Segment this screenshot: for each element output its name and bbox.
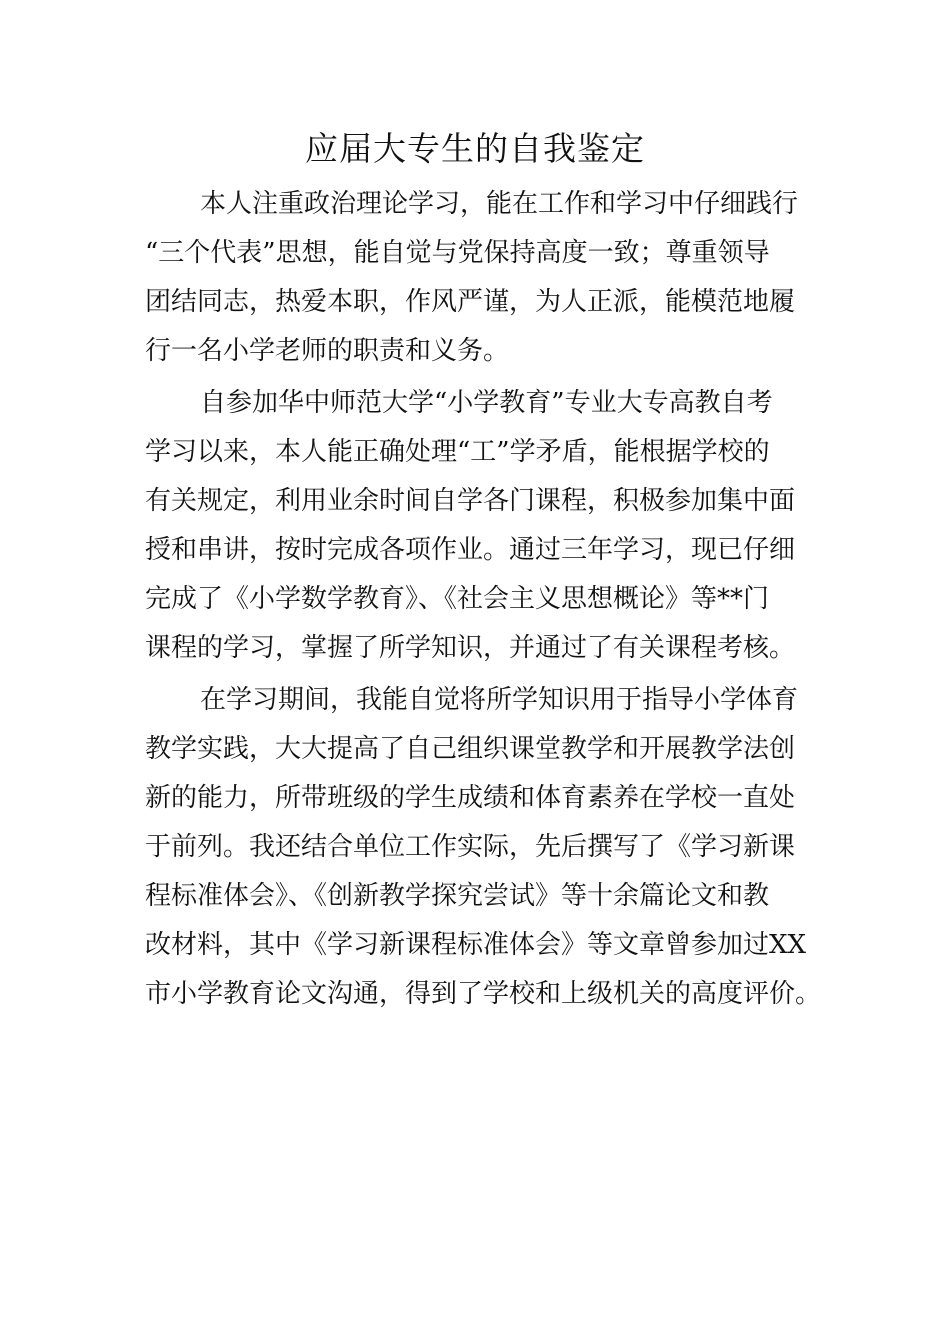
- paragraph-3: [145, 676, 822, 1019]
- paragraph-line: 自参加华中师范大学“小学教育”专业大专高教自考: [200, 388, 773, 418]
- paragraph-line: 改材料，其中《学习新课程标准体会》等文章曾参加过XX: [145, 930, 807, 960]
- document-body: [145, 180, 822, 1019]
- paragraph-line: 新的能力，所带班级的学生成绩和体育素养在学校一直处: [145, 783, 796, 813]
- paragraph-line: 课程的学习，掌握了所学知识，并通过了有关课程考核。: [145, 633, 796, 663]
- document-title: 应届大专生的自我鉴定: [305, 129, 645, 168]
- paragraph-line: 程标准体会》、《创新教学探究尝试》等十余篇论文和教: [145, 881, 770, 911]
- paragraph-line: 本人注重政治理论学习，能在工作和学习中仔细践行: [200, 189, 799, 219]
- paragraph-line: 团结同志，热爱本职，作风严谨，为人正派，能模范地履: [145, 287, 796, 317]
- paragraph-line: 在学习期间，我能自觉将所学知识用于指导小学体育: [200, 685, 799, 715]
- paragraph-line: 于前列。我还结合单位工作实际，先后撰写了《学习新课: [145, 832, 796, 862]
- paragraph-line: 市小学教育论文沟通，得到了学校和上级机关的高度评价。: [145, 979, 822, 1009]
- paragraph-line: 完成了《小学数学教育》、《社会主义思想概论》等**门: [145, 584, 770, 614]
- paragraph-line: “三个代表”思想，能自觉与党保持高度一致；尊重领导: [145, 238, 770, 268]
- paragraph-line: 有关规定，利用业余时间自学各门课程，积极参加集中面: [145, 486, 796, 516]
- paragraph-1: [145, 180, 811, 376]
- paragraph-line: 学习以来，本人能正确处理“工”学矛盾，能根据学校的: [145, 437, 770, 467]
- paragraph-line: 教学实践，大大提高了自己组织课堂教学和开展教学法创: [145, 734, 796, 764]
- paragraph-2: [145, 379, 811, 673]
- paragraph-line: 行一名小学老师的职责和义务。: [145, 336, 510, 366]
- paragraph-line: 授和串讲，按时完成各项作业。通过三年学习，现已仔细: [145, 535, 796, 565]
